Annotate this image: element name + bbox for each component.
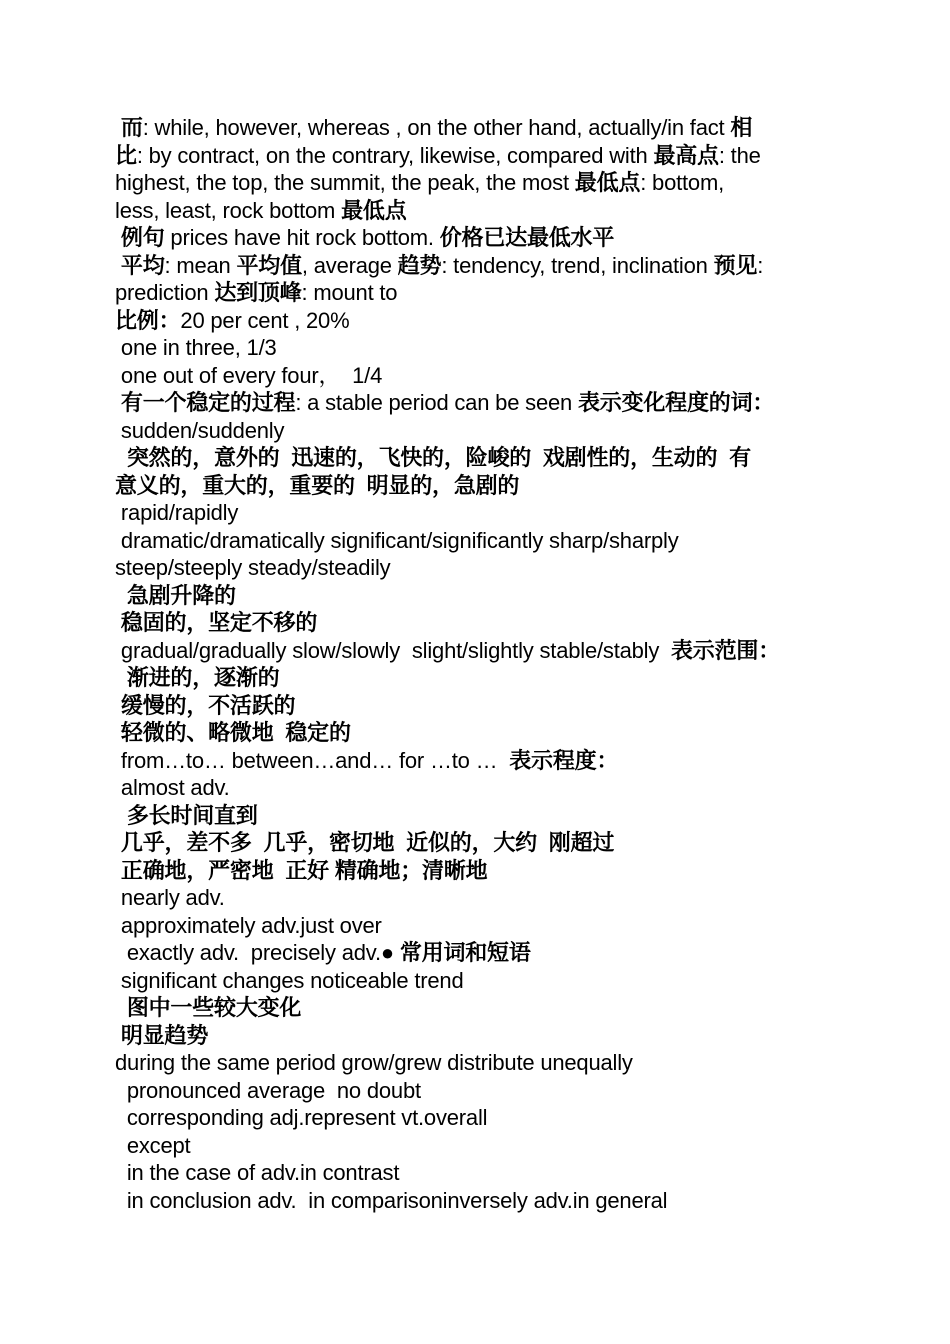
text-run: 正确地，严密地 正好 精确地；清晰地 <box>115 857 488 883</box>
text-run: from…to… between…and… for …to … <box>115 747 510 773</box>
text-run: less, least, rock bottom <box>115 197 342 223</box>
text-run: except <box>115 1132 191 1158</box>
text-run: 例句 <box>115 225 165 250</box>
text-line <box>115 1077 845 1105</box>
text-run: exactly adv. precisely adv.● <box>115 940 400 965</box>
text-line <box>115 417 845 445</box>
text-run: : mount to <box>301 280 398 305</box>
text-line <box>115 554 845 582</box>
text-run: 达到顶峰 <box>214 280 302 305</box>
text-run: 最高点 <box>653 142 719 168</box>
text-run: 突然的，意外的 迅速的，飞快的，险峻的 戏剧性的，生动的 有 <box>115 445 751 470</box>
text-line <box>115 857 845 885</box>
text-line <box>115 114 845 142</box>
text-line <box>115 609 845 637</box>
text-run: : by contract, on the contrary, likewise, compared with <box>136 142 654 168</box>
text-line <box>115 1187 845 1215</box>
text-run: 表示程度： <box>509 747 619 773</box>
text-run: : while, however, whereas , on the other hand, actually/in fact <box>142 115 731 140</box>
text-run: 平均值 <box>236 252 302 278</box>
text-run: 几乎，差不多 几乎，密切地 近似的，大约 刚超过 <box>115 830 615 855</box>
text-run: one in three, 1/3 <box>115 335 277 360</box>
text-run: gradual/gradually slow/slowly slight/slightly stable/stably <box>115 637 671 663</box>
text-run: 有一个稳定的过程 <box>115 390 296 415</box>
text-run: 平均 <box>115 252 165 278</box>
text-run: significant changes noticeable trend <box>115 967 464 993</box>
text-line <box>115 912 845 940</box>
text-line <box>115 692 845 720</box>
text-line <box>115 527 845 555</box>
text-run: corresponding adj.represent vt.overall <box>115 1105 488 1130</box>
text-run: 相 <box>730 115 753 140</box>
text-run: 而 <box>115 115 143 140</box>
text-line <box>115 939 845 967</box>
text-line <box>115 307 845 335</box>
text-line <box>115 499 845 527</box>
document-page <box>115 114 845 1214</box>
text-line <box>115 224 845 252</box>
text-run: 最低点 <box>341 197 407 223</box>
text-line <box>115 1159 845 1187</box>
text-run: 急剧升降的 <box>115 582 236 608</box>
text-run: prediction <box>115 280 215 305</box>
text-run: during the same period grow/grew distribute unequally <box>115 1050 633 1075</box>
text-run: : bottom, <box>640 170 724 195</box>
text-line <box>115 169 845 197</box>
text-run: 常用词和短语 <box>399 940 531 965</box>
text-run: 20 per cent , 20% <box>180 307 350 333</box>
text-line <box>115 994 845 1022</box>
text-run: steep/steeply steady/steadily <box>115 555 391 580</box>
text-line <box>115 279 845 307</box>
text-run: 趋势 <box>397 252 442 278</box>
text-line <box>115 362 845 390</box>
text-run: 多长时间直到 <box>115 802 258 828</box>
text-line <box>115 774 845 802</box>
text-line <box>115 444 845 472</box>
text-run: highest, the top, the summit, the peak, the most <box>115 170 575 195</box>
text-run: one out of every four， 1/4 <box>115 362 383 388</box>
text-run: 表示范围： <box>671 637 781 663</box>
text-line <box>115 747 845 775</box>
text-line <box>115 1104 845 1132</box>
text-run: , average <box>301 252 398 278</box>
text-run: approximately adv.just over <box>115 912 382 938</box>
text-run: : the <box>718 142 761 168</box>
text-run: : a stable period can be seen <box>295 390 578 415</box>
text-line <box>115 967 845 995</box>
text-line <box>115 252 845 280</box>
text-run: 缓慢的，不活跃的 <box>115 692 296 718</box>
text-run: 比 <box>115 142 137 168</box>
text-run: 意义的，重大的，重要的 明显的，急剧的 <box>115 472 520 498</box>
text-run: : mean <box>164 252 237 278</box>
text-run: : tendency, trend, inclination <box>441 252 714 278</box>
text-run: : <box>757 252 764 278</box>
text-run: 明显趋势 <box>115 1022 209 1048</box>
text-line <box>115 664 845 692</box>
text-line <box>115 829 845 857</box>
text-line <box>115 1049 845 1077</box>
text-line <box>115 719 845 747</box>
text-run: sudden/suddenly <box>115 417 285 443</box>
text-run: pronounced average no doubt <box>115 1077 421 1103</box>
text-line <box>115 197 845 225</box>
text-run: nearly adv. <box>115 885 225 910</box>
text-run: 渐进的，逐渐的 <box>115 665 280 690</box>
text-run: prices have hit rock bottom. <box>164 225 440 250</box>
text-run: 稳固的，坚定不移的 <box>115 610 318 635</box>
text-run: 价格已达最低水平 <box>439 225 615 250</box>
text-line <box>115 802 845 830</box>
text-run: rapid/rapidly <box>115 500 239 525</box>
text-line <box>115 637 845 665</box>
text-run: 轻微的、略微地 稳定的 <box>115 720 351 745</box>
text-line <box>115 142 845 170</box>
text-run: 比例： <box>115 307 181 333</box>
text-line <box>115 1022 845 1050</box>
text-run: in conclusion adv. in comparisoninversely adv.in general <box>115 1187 668 1213</box>
text-line <box>115 1132 845 1160</box>
text-run: dramatic/dramatically significant/significantly sharp/sharply <box>115 527 679 553</box>
text-run: almost adv. <box>115 775 230 800</box>
text-run: 图中一些较大变化 <box>115 995 302 1020</box>
text-line <box>115 472 845 500</box>
text-line <box>115 389 845 417</box>
text-run: 预见 <box>713 252 758 278</box>
text-run: in the case of adv.in contrast <box>115 1160 400 1185</box>
text-line <box>115 582 845 610</box>
text-run: 表示变化程度的词： <box>577 390 775 415</box>
text-run: 最低点 <box>574 170 641 195</box>
text-line <box>115 334 845 362</box>
text-line <box>115 884 845 912</box>
